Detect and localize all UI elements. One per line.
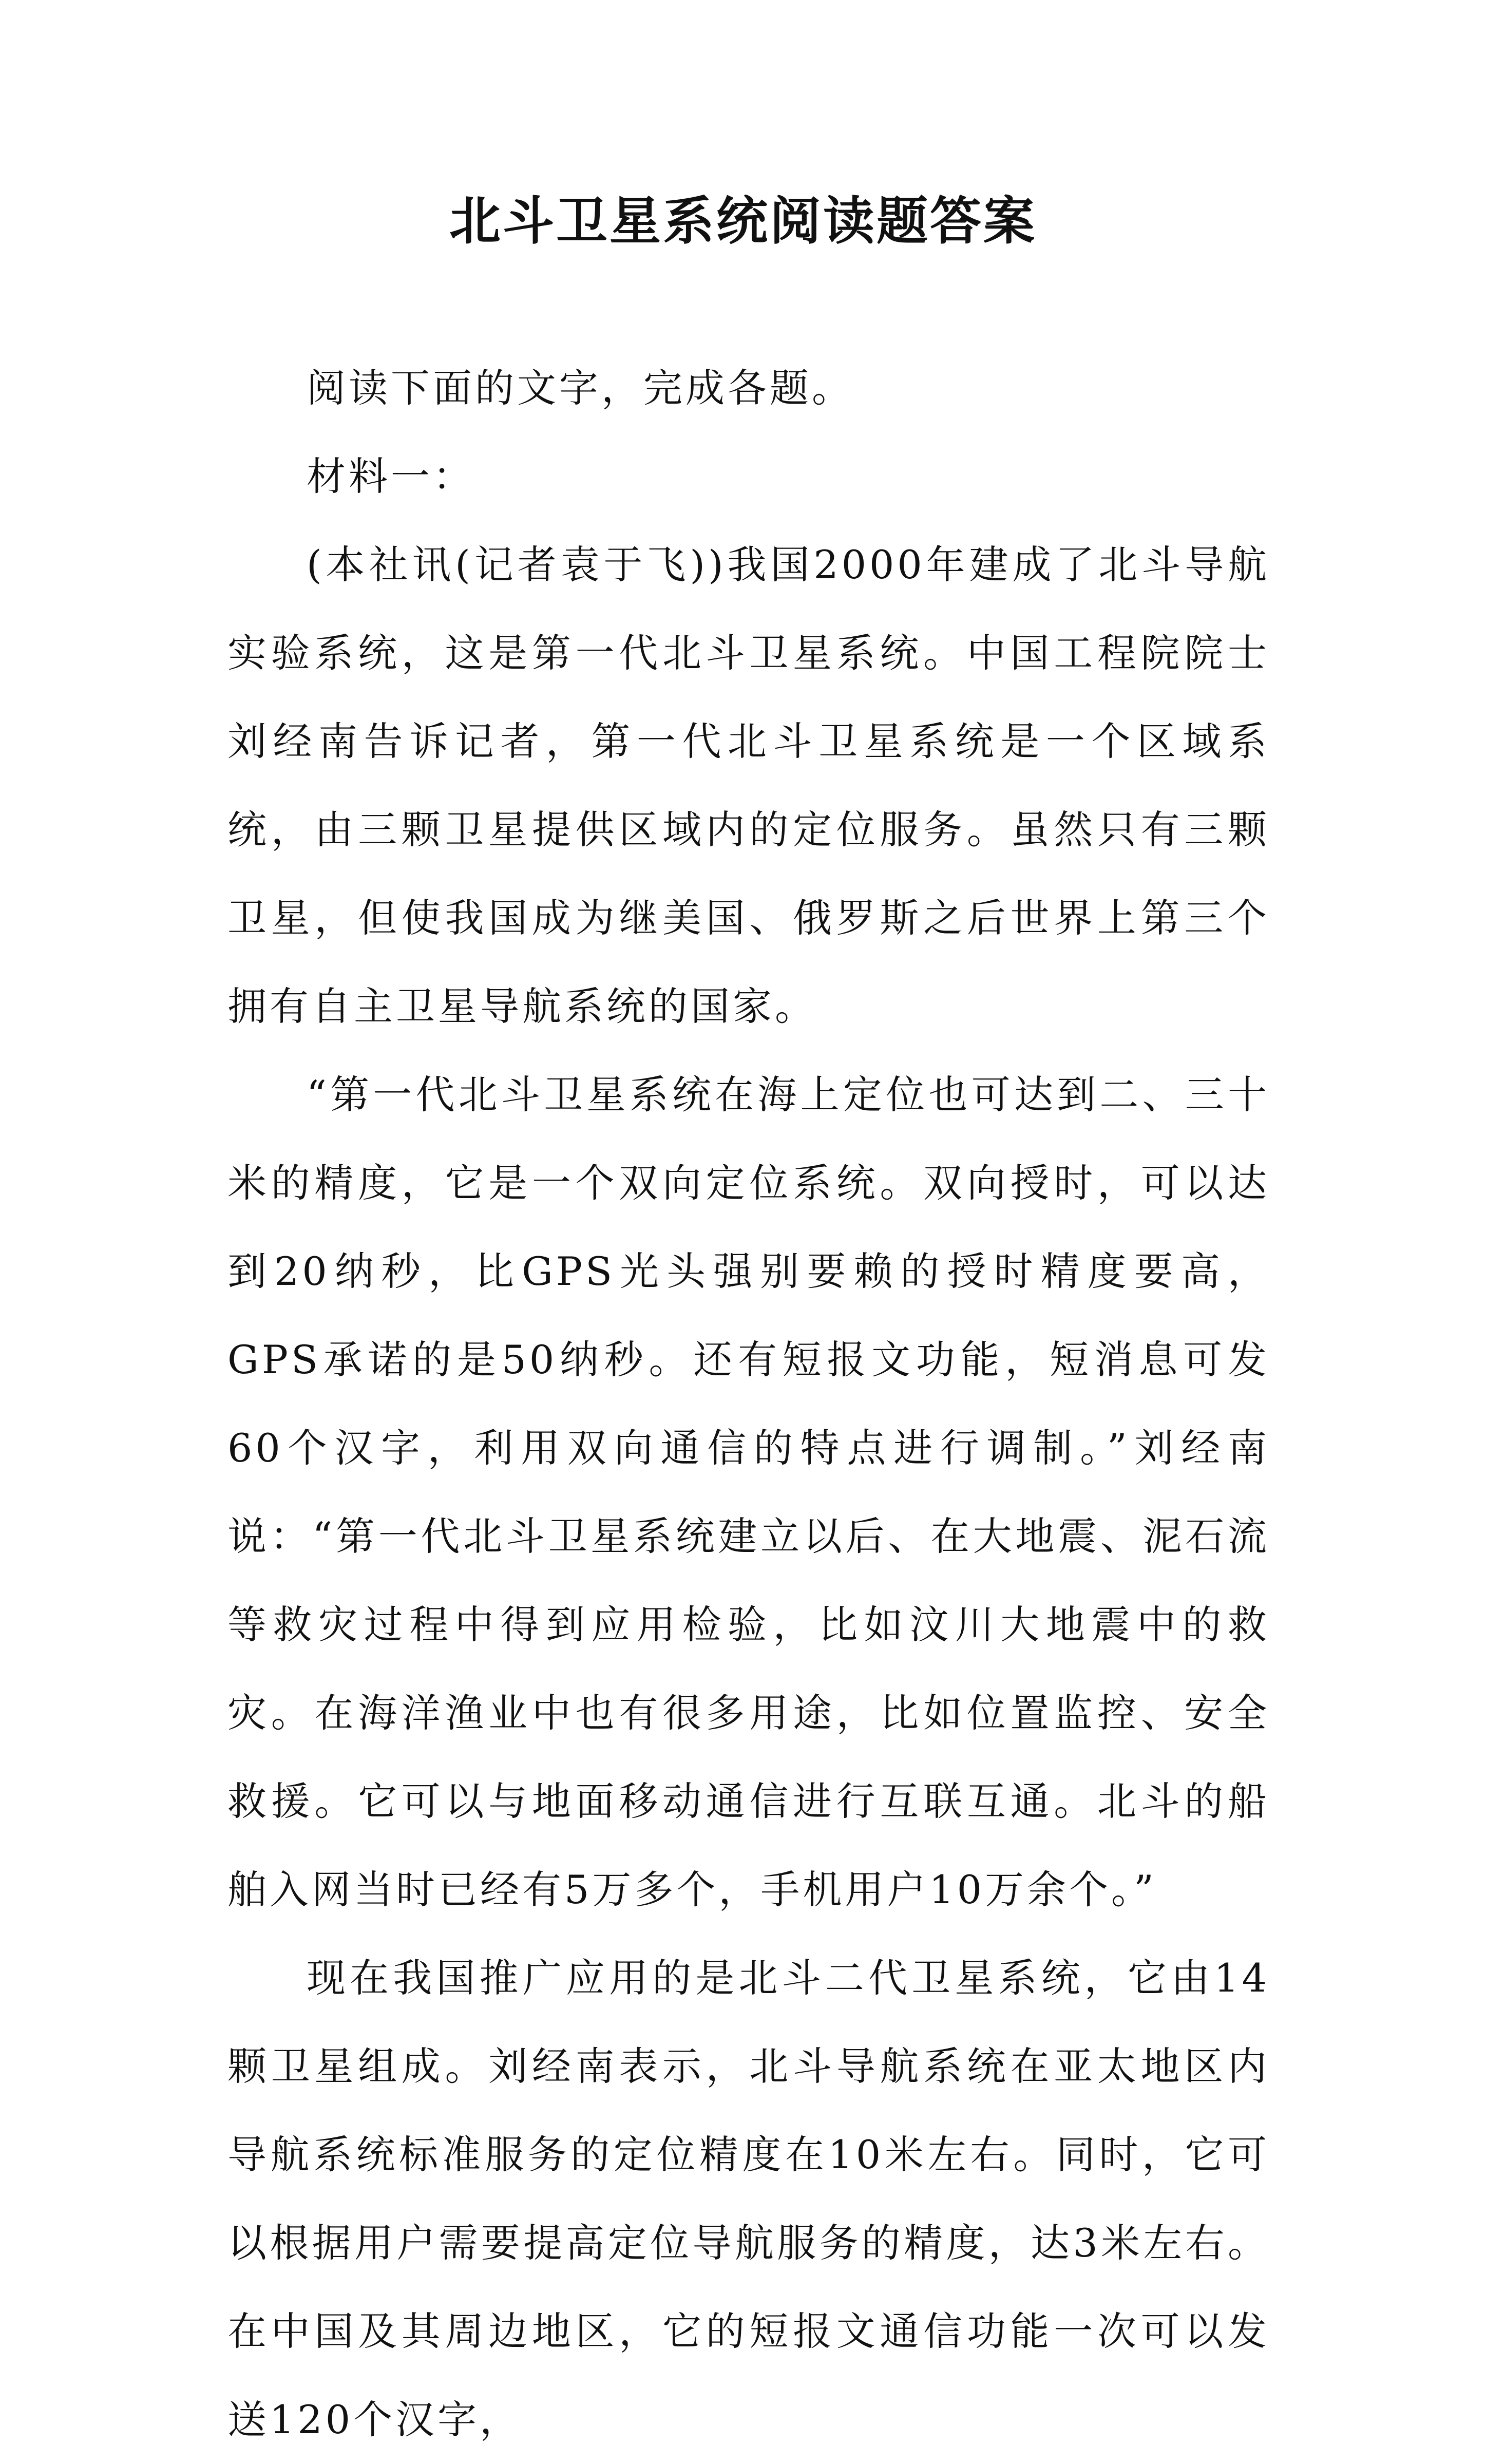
document-body <box>227 344 1270 2464</box>
paragraph-3: 现在我国推广应用的是北斗二代卫星系统，它由14颗卫星组成。刘经南表示，北斗导航系统在亚太地区内导航系统标准服务的定位精度在10米左右。同时，它可以根据用户需要提高定位导航服务的精度，达3米左右。在中国及其周边地区，它的短报文通信功能一次可以发送120个汉字， <box>227 1955 1270 2442</box>
paragraph-1: (本社讯(记者袁于飞))我国2000年建成了北斗导航实验系统，这是第一代北斗卫星系统。中国工程院院士刘经南告诉记者，第一代北斗卫星系统是一个区域系统，由三颗卫星提供区域内的定位服务。虽然只有三颗卫星，但使我国成为继美国、俄罗斯之后世界上第三个拥有自主卫星导航系统的国家。 <box>227 542 1270 1029</box>
paragraph-2: “第一代北斗卫星系统在海上定位也可达到二、三十米的精度，它是一个双向定位系统。双向授时，可以达到20纳秒，比GPS光头强别要赖的授时精度要高，GPS承诺的是50纳秒。还有短报文功能，短消息可发60个汉字，利用双向通信的特点进行调制。”刘经南说：“第一代北斗卫星系统建立以后、在大地震、泥石流等救灾过程中得到应用检验，比如汶川大地震中的救灾。在海洋渔业中也有很多用途，比如位置监控、安全救援。它可以与地面移动通信进行互联互通。北斗的船舶入网当时已经有5万多个，手机用户10万余个。” <box>227 1072 1270 1912</box>
document-title: 北斗卫星系统阅读题答案 <box>449 191 1037 251</box>
paragraph-material-label: 材料一： <box>307 453 475 499</box>
paragraph-instruction: 阅读下面的文字，完成各题。 <box>307 365 854 411</box>
